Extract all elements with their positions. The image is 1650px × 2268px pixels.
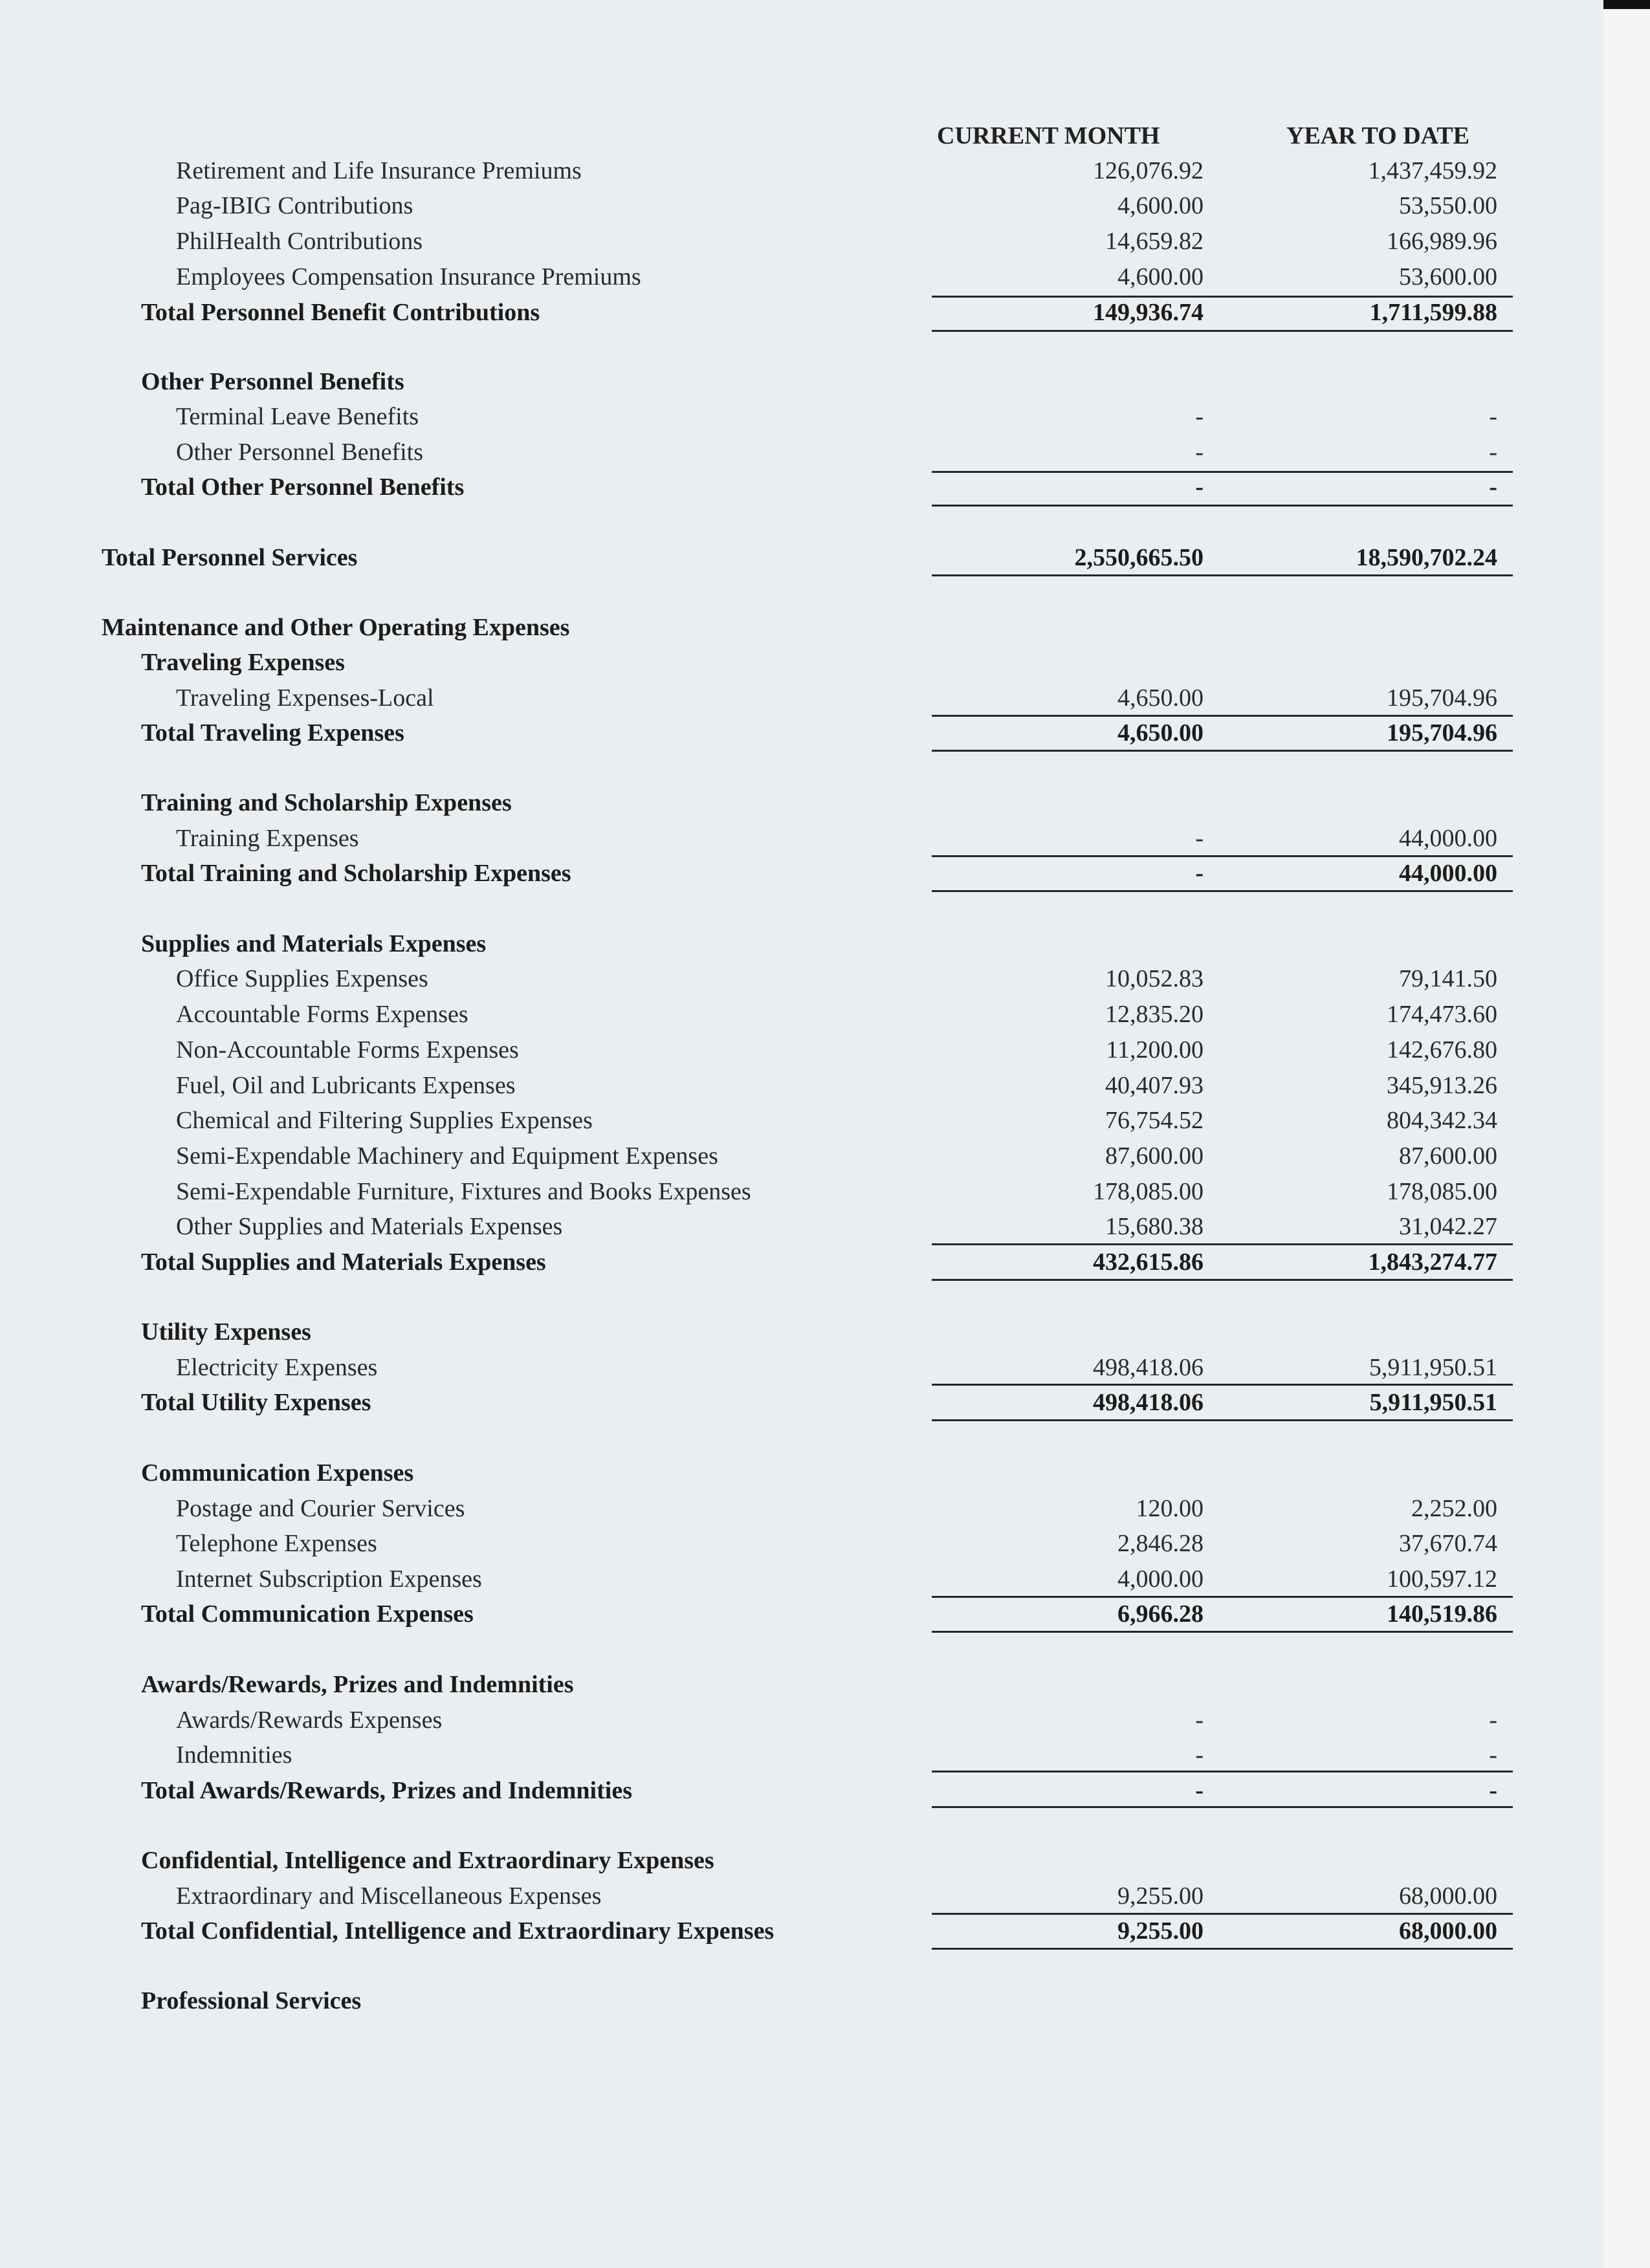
- row-label: Employees Compensation Insurance Premiums: [176, 263, 641, 290]
- table-row-heading: [0, 540, 1603, 575]
- underline-rule: [932, 1631, 1513, 1633]
- underline-rule: [932, 1279, 1513, 1281]
- current-month-value: 126,076.92: [1093, 157, 1204, 184]
- table-row-heading: [0, 1456, 1603, 1490]
- current-month-value: -: [1195, 1706, 1204, 1734]
- year-to-date-value: 100,597.12: [1387, 1565, 1497, 1593]
- underline-rule: [932, 1419, 1513, 1421]
- row-label: Postage and Courier Services: [176, 1495, 465, 1522]
- row-label: Total Personnel Services: [102, 544, 358, 571]
- row-label: Total Awards/Rewards, Prizes and Indemnities: [141, 1777, 632, 1804]
- current-month-value: -: [1195, 403, 1204, 430]
- header-current-month: CURRENT MONTH: [937, 122, 1160, 149]
- table-row-heading: [0, 364, 1603, 399]
- current-month-value: 6,966.28: [1117, 1600, 1204, 1628]
- row-label: Professional Services: [141, 1987, 362, 2014]
- year-to-date-value: 31,042.27: [1399, 1213, 1497, 1240]
- year-to-date-value: -: [1489, 403, 1497, 430]
- year-to-date-value: 804,342.34: [1387, 1107, 1497, 1134]
- table-row: [0, 1738, 1603, 1772]
- year-to-date-value: 37,670.74: [1399, 1530, 1497, 1557]
- year-to-date-value: 68,000.00: [1399, 1882, 1497, 1910]
- current-month-value: 149,936.74: [1093, 299, 1204, 326]
- row-label: Total Communication Expenses: [141, 1600, 474, 1628]
- current-month-value: -: [1195, 1741, 1204, 1769]
- table-row-heading: [0, 1667, 1603, 1702]
- current-month-value: 14,659.82: [1105, 228, 1204, 255]
- current-month-value: 120.00: [1136, 1495, 1204, 1522]
- year-to-date-value: 1,437,459.92: [1368, 157, 1497, 184]
- row-label: Office Supplies Expenses: [176, 965, 428, 992]
- year-to-date-value: 5,911,950.51: [1369, 1354, 1497, 1381]
- row-label: Pag-IBIG Contributions: [176, 192, 413, 219]
- table-row-heading: [0, 1843, 1603, 1878]
- row-label: Communication Expenses: [141, 1459, 414, 1487]
- table-row: [0, 1103, 1603, 1138]
- row-label: Supplies and Materials Expenses: [141, 930, 487, 957]
- current-month-value: 2,846.28: [1117, 1530, 1204, 1557]
- underline-rule: [932, 1913, 1513, 1915]
- table-row: [0, 1068, 1603, 1103]
- row-label: Extraordinary and Miscellaneous Expenses: [176, 1882, 602, 1910]
- current-month-value: 10,052.83: [1105, 965, 1204, 992]
- current-month-value: -: [1195, 1777, 1204, 1804]
- year-to-date-value: -: [1489, 1777, 1497, 1804]
- current-month-value: 498,418.06: [1093, 1389, 1204, 1416]
- row-label: Chemical and Filtering Supplies Expenses: [176, 1107, 593, 1134]
- table-row: [0, 188, 1603, 223]
- year-to-date-value: 142,676.80: [1387, 1036, 1497, 1063]
- underline-rule: [932, 715, 1513, 717]
- year-to-date-value: 140,519.86: [1387, 1600, 1497, 1628]
- row-label: Electricity Expenses: [176, 1354, 378, 1381]
- table-row: [0, 259, 1603, 294]
- year-to-date-value: 2,252.00: [1411, 1495, 1497, 1522]
- underline-rule: [932, 1806, 1513, 1808]
- current-month-value: -: [1195, 825, 1204, 852]
- row-label: Retirement and Life Insurance Premiums: [176, 157, 582, 184]
- table-row: [0, 1350, 1603, 1385]
- underline-rule: [932, 1243, 1513, 1245]
- current-month-value: 432,615.86: [1093, 1248, 1204, 1276]
- row-label: Confidential, Intelligence and Extraordinary Expenses: [141, 1847, 714, 1874]
- table-row-heading: [0, 856, 1603, 891]
- current-month-value: 178,085.00: [1093, 1178, 1204, 1205]
- row-label: Semi-Expendable Furniture, Fixtures and Books Expenses: [176, 1178, 751, 1205]
- underline-rule: [932, 330, 1513, 332]
- row-label: Other Supplies and Materials Expenses: [176, 1213, 563, 1240]
- current-month-value: 4,600.00: [1117, 263, 1204, 290]
- underline-rule: [932, 471, 1513, 473]
- table-row-heading: [0, 1983, 1603, 2018]
- header-year-to-date: YEAR TO DATE: [1286, 122, 1469, 149]
- row-label: Traveling Expenses-Local: [176, 684, 434, 712]
- year-to-date-value: 195,704.96: [1387, 719, 1497, 747]
- table-row-heading: [0, 1385, 1603, 1420]
- row-label: Awards/Rewards Expenses: [176, 1706, 443, 1734]
- table-row: [0, 1491, 1603, 1526]
- table-row-heading: [0, 1245, 1603, 1280]
- row-label: Total Other Personnel Benefits: [141, 474, 465, 501]
- year-to-date-value: 1,711,599.88: [1369, 299, 1497, 326]
- current-month-value: 4,650.00: [1117, 719, 1204, 747]
- row-label: Telephone Expenses: [176, 1530, 377, 1557]
- underline-rule: [932, 1771, 1513, 1772]
- row-label: Total Confidential, Intelligence and Extraordinary Expenses: [141, 1917, 775, 1945]
- table-row: [0, 1879, 1603, 1914]
- current-month-value: 4,000.00: [1117, 1565, 1204, 1593]
- year-to-date-value: 79,141.50: [1399, 965, 1497, 992]
- current-month-value: 9,255.00: [1117, 1917, 1204, 1945]
- year-to-date-value: -: [1489, 1706, 1497, 1734]
- table-row-heading: [0, 645, 1603, 680]
- row-label: Total Supplies and Materials Expenses: [141, 1248, 546, 1276]
- year-to-date-value: 53,600.00: [1399, 263, 1497, 290]
- table-row-heading: [0, 785, 1603, 820]
- current-month-value: 498,418.06: [1093, 1354, 1204, 1381]
- table-row: [0, 224, 1603, 259]
- underline-rule: [932, 750, 1513, 752]
- current-month-value: -: [1195, 860, 1204, 887]
- table-row: [0, 1032, 1603, 1067]
- row-label: PhilHealth Contributions: [176, 228, 423, 255]
- row-label: Total Training and Scholarship Expenses: [141, 860, 571, 887]
- table-row-heading: [0, 1597, 1603, 1631]
- year-to-date-value: 178,085.00: [1387, 1178, 1497, 1205]
- underline-rule: [932, 505, 1513, 507]
- table-row: [0, 153, 1603, 188]
- row-label: Internet Subscription Expenses: [176, 1565, 482, 1593]
- table-row: [0, 681, 1603, 715]
- table-row-heading: [0, 1314, 1603, 1349]
- year-to-date-value: 345,913.26: [1387, 1072, 1497, 1099]
- underline-rule: [932, 1948, 1513, 1950]
- row-label: Other Personnel Benefits: [141, 368, 404, 395]
- current-month-value: -: [1195, 439, 1204, 466]
- year-to-date-value: 195,704.96: [1387, 684, 1497, 712]
- table-row-heading: [0, 715, 1603, 750]
- year-to-date-value: 1,843,274.77: [1368, 1248, 1497, 1276]
- table-row: [0, 821, 1603, 856]
- row-label: Fuel, Oil and Lubricants Expenses: [176, 1072, 516, 1099]
- row-label: Terminal Leave Benefits: [176, 403, 419, 430]
- year-to-date-value: 166,989.96: [1387, 228, 1497, 255]
- year-to-date-value: 87,600.00: [1399, 1142, 1497, 1170]
- year-to-date-value: -: [1489, 439, 1497, 466]
- row-label: Maintenance and Other Operating Expenses: [102, 614, 570, 641]
- table-row: [0, 961, 1603, 996]
- row-label: Semi-Expendable Machinery and Equipment Expenses: [176, 1142, 718, 1170]
- row-label: Total Utility Expenses: [141, 1389, 371, 1416]
- underline-rule: [932, 1384, 1513, 1386]
- current-month-value: -: [1195, 474, 1204, 501]
- underline-rule: [932, 1596, 1513, 1598]
- row-label: Other Personnel Benefits: [176, 439, 424, 466]
- table-row: [0, 1526, 1603, 1561]
- underline-rule: [932, 855, 1513, 857]
- row-label: Total Personnel Benefit Contributions: [141, 299, 540, 326]
- year-to-date-value: 174,473.60: [1387, 1001, 1497, 1028]
- row-label: Accountable Forms Expenses: [176, 1001, 468, 1028]
- table-row-heading: [0, 1773, 1603, 1808]
- current-month-value: 76,754.52: [1105, 1107, 1204, 1134]
- table-row: [0, 1209, 1603, 1244]
- current-month-value: 87,600.00: [1105, 1142, 1204, 1170]
- table-row-heading: [0, 295, 1603, 330]
- current-month-value: 15,680.38: [1105, 1213, 1204, 1240]
- table-row: [0, 997, 1603, 1032]
- row-label: Utility Expenses: [141, 1318, 311, 1346]
- year-to-date-value: -: [1489, 474, 1497, 501]
- table-row: [0, 1139, 1603, 1173]
- page-edge: [1603, 0, 1650, 2268]
- table-row-heading: [0, 610, 1603, 645]
- year-to-date-value: 44,000.00: [1399, 825, 1497, 852]
- table-row-heading: [0, 1914, 1603, 1948]
- current-month-value: 2,550,665.50: [1074, 544, 1204, 571]
- current-month-value: 4,650.00: [1117, 684, 1204, 712]
- current-month-value: 40,407.93: [1105, 1072, 1204, 1099]
- current-month-value: 4,600.00: [1117, 192, 1204, 219]
- table-row: [0, 1562, 1603, 1597]
- table-row-heading: [0, 926, 1603, 961]
- row-label: Non-Accountable Forms Expenses: [176, 1036, 519, 1063]
- year-to-date-value: 53,550.00: [1399, 192, 1497, 219]
- row-label: Traveling Expenses: [141, 649, 345, 676]
- current-month-value: 11,200.00: [1106, 1036, 1204, 1063]
- underline-rule: [932, 890, 1513, 892]
- year-to-date-value: -: [1489, 1741, 1497, 1769]
- year-to-date-value: 68,000.00: [1399, 1917, 1497, 1945]
- current-month-value: 12,835.20: [1105, 1001, 1204, 1028]
- current-month-value: 9,255.00: [1117, 1882, 1204, 1910]
- year-to-date-value: 5,911,950.51: [1369, 1389, 1497, 1416]
- table-row: [0, 399, 1603, 434]
- row-label: Training and Scholarship Expenses: [141, 789, 512, 816]
- year-to-date-value: 18,590,702.24: [1356, 544, 1497, 571]
- row-label: Awards/Rewards, Prizes and Indemnities: [141, 1671, 574, 1698]
- row-label: Total Traveling Expenses: [141, 719, 404, 747]
- table-row: [0, 1174, 1603, 1209]
- table-row-heading: [0, 470, 1603, 505]
- underline-rule: [932, 574, 1513, 576]
- row-label: Training Expenses: [176, 825, 359, 852]
- scan-corner: [1603, 0, 1650, 9]
- table-row: [0, 435, 1603, 470]
- year-to-date-value: 44,000.00: [1399, 860, 1497, 887]
- underline-rule: [932, 296, 1513, 298]
- row-label: Indemnities: [176, 1741, 292, 1769]
- table-row: [0, 1703, 1603, 1738]
